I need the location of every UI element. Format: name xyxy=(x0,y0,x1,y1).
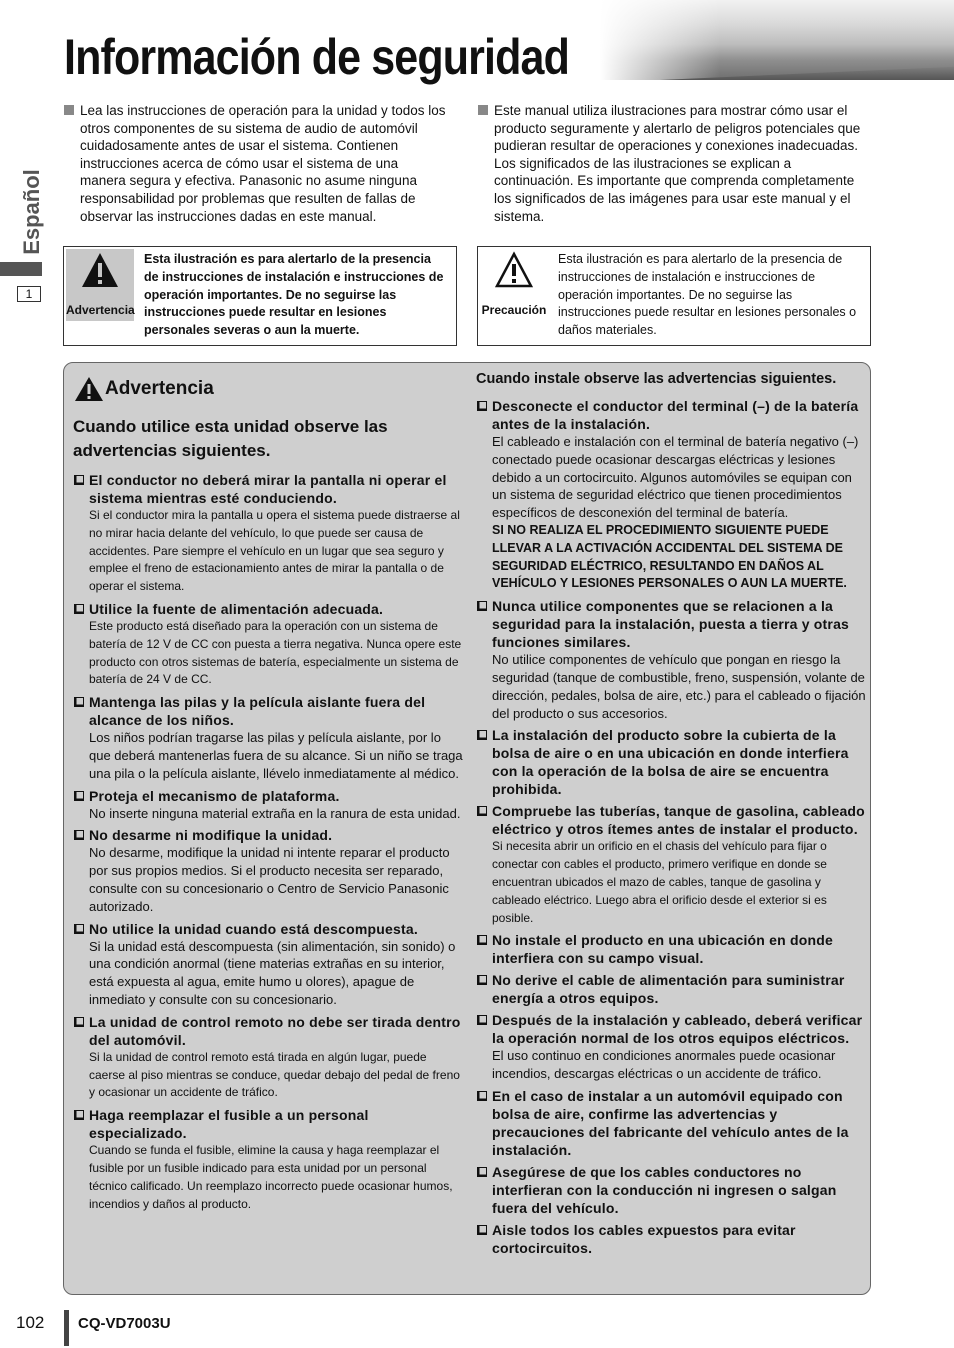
caution-legend-text: Esta ilustración es para alertarlo de la presencia de instrucciones de instalación e instrucciones de operación importantes. De no seguirse las instrucciones puede resultar en lesiones personales o daños materiales. xyxy=(558,252,857,338)
language-tab: Español xyxy=(19,169,44,255)
left-items xyxy=(73,471,465,1213)
list-item: Después de la instalación y cableado, deberá verificar la operación normal de los otros equipos eléctricos. El uso continuo en condiciones anormales puede ocasionar incendios, descargas eléctricas o un accidente de tráfico. xyxy=(476,1011,868,1083)
left-lead: Cuando utilice esta unidad observe las advertencias siguientes. xyxy=(73,417,388,460)
warning-icon: Advertencia xyxy=(66,249,134,321)
warning-legend-text: Esta ilustración es para alertarlo de la presencia de instrucciones de instalación e instrucciones de operación importantes. De no seguirse las instrucciones puede resultar en lesiones personales severas o aun la muerte. xyxy=(144,252,444,338)
checkbox-bullet-icon xyxy=(477,1167,487,1177)
list-item: No desarme ni modifique la unidad. No desarme, modifique la unidad ni intente reparar el producto por sus propios medios. Si el producto necesita ser reparado, consulte con su concesionario o Centro de Servicio Panasonic autorizado. xyxy=(73,826,465,915)
list-item: Nunca utilice componentes que se relacionen a la seguridad para la instalación, puesta a tierra y otras funciones similares. No utilice componentes de vehículo que pongan en riesgo la seguridad (tanque de combustible, freno, suspensión, volante de dirección, pedales, bolsa de aire, etc.) para el cableado o fijación del producto o sus accesorios. xyxy=(476,597,868,722)
warning-triangle-icon xyxy=(73,375,105,403)
list-item: Compruebe las tuberías, tanque de gasolina, cableado eléctrico y otros ítemes antes de instalar el producto. Si necesita abrir un orificio en el chasis del vehículo para fijar o conectar con cables el producto, primero verifique en donde se encuentran ubicados el mazo de cables, tanque de gasolina y cableado eléctrico. Luego abra el orificio desde el exterior si es posible. xyxy=(476,802,868,927)
checkbox-bullet-icon xyxy=(74,924,84,934)
caution-legend-box xyxy=(477,246,871,346)
right-items xyxy=(476,397,868,1257)
page-title: Información de seguridad xyxy=(64,29,570,85)
checkbox-bullet-icon xyxy=(74,791,84,801)
warning-legend-box xyxy=(63,246,457,346)
checkbox-bullet-icon xyxy=(477,1225,487,1235)
list-item: Utilice la fuente de alimentación adecuada. Este producto está diseñado para la operación con un sistema de batería de 12 V de CC con puesta a tierra negativa. Nunca opere este producto con otros sistemas de batería, especialmente un sistema de batería de 24 V de CC. xyxy=(73,600,465,689)
checkbox-bullet-icon xyxy=(74,1017,84,1027)
page-number: 102 xyxy=(16,1313,45,1332)
checkbox-bullet-icon xyxy=(477,935,487,945)
checkbox-bullet-icon xyxy=(477,806,487,816)
panel-right-column xyxy=(476,371,868,1261)
checkbox-bullet-icon xyxy=(477,601,487,611)
list-item: La unidad de control remoto no debe ser tirada dentro del automóvil. Si la unidad de control remoto está tirada en algún lugar, puede caerse al piso mientras se conduce, quedar debajo del pedal de freno y ocasionar un accidente de tráfico. xyxy=(73,1013,465,1102)
checkbox-bullet-icon xyxy=(477,975,487,985)
list-item: La instalación del producto sobre la cubierta de la bolsa de aire o en una ubicación en donde interfiera con la operación de la bolsa de aire se encuentra prohibida. xyxy=(476,726,868,798)
checkbox-bullet-icon xyxy=(74,1110,84,1120)
intro-left: Lea las instrucciones de operación para la unidad y todos los otros componentes de su sistema de audio de automóvil cuidadosamente antes de usar el sistema. Contienen instrucciones acerca de cómo usar el sistema de una manera segura y efectiva. Panasonic no asume ninguna responsabilidad por problemas que resulten de fallas de observar las instrucciones dadas en este manual. xyxy=(64,102,446,225)
list-item: El conductor no deberá mirar la pantalla ni operar el sistema mientras esté conduciendo. Si el conductor mira la pantalla u opera el sistema puede distraerse al no mirar hacia delante del vehículo, lo que puede ser causa de accidentes. Pare siempre el vehículo en un lugar que sea seguro y emplee el freno de estacionamiento antes de mirar la pantalla o de operar el sistema. xyxy=(73,471,465,596)
section-number: 1 xyxy=(17,286,41,302)
warning-panel xyxy=(63,362,871,1295)
right-lead: Cuando instale observe las advertencias siguientes. xyxy=(476,371,837,387)
model-name: CQ-VD7003U xyxy=(78,1315,171,1332)
panel-left-column xyxy=(73,373,465,1217)
list-item: En el caso de instalar a un automóvil equipado con bolsa de aire, confirme las advertencias y precauciones del fabricante del vehículo antes de la instalación. xyxy=(476,1087,868,1159)
list-item: No derive el cable de alimentación para suministrar energía a otros equipos. xyxy=(476,971,868,1007)
list-item: Mantenga las pilas y la película aislante fuera del alcance de los niños. Los niños podrían tragarse las pilas y película aislante, por lo que deberá mantenerlas fuera de su alcance. Si un niño se traga una pila o la película aislante, llévelo inmediatamente al médico. xyxy=(73,693,465,782)
bullet-square-icon xyxy=(64,105,74,115)
language-tab-bar xyxy=(0,262,42,276)
checkbox-bullet-icon xyxy=(74,697,84,707)
checkbox-bullet-icon xyxy=(477,1015,487,1025)
list-item: Desconecte el conductor del terminal (–) de la batería antes de la instalación. El cableado e instalación con el terminal de batería negativo (–) conectado puede ocasionar descargas eléctricas y lesiones debido a un cortocircuito. Algunos automóviles se equipan con un sistema de seguridad eléctrico que tienen procedimientos específicos de desconexión del terminal de batería. SI NO REALIZA EL PROCEDIMIENTO SIGUIENTE PUEDE LLEVAR A LA ACTIVACIÓN ACCIDENTAL DEL SISTEMA DE SEGURIDAD ELÉCTRICO, RESULTANDO EN DAÑOS AL VEHÍCULO Y LESIONES PERSONALES O AUN LA MUERTE. xyxy=(476,397,868,593)
checkbox-bullet-icon xyxy=(477,1091,487,1101)
header-road-image xyxy=(600,0,954,80)
list-item: Asegúrese de que los cables conductores no interfieran con la conducción ni ingresen o salgan fuera del vehículo. xyxy=(476,1163,868,1217)
list-item: No instale el producto en una ubicación en donde interfiera con su campo visual. xyxy=(476,931,868,967)
intro-right: Este manual utiliza ilustraciones para mostrar cómo usar el producto seguramente y alertarlo de peligros potenciales que pudieran resultar de operaciones y conexiones inadecuadas. Los significados de las ilustraciones se explican a continuación. Es importante que comprenda completamente los significados de las imágenes para usar este manual y el sistema. xyxy=(478,102,868,225)
checkbox-bullet-icon xyxy=(477,401,487,411)
list-item: Haga reemplazar el fusible a un personal especializado. Cuando se funda el fusible, elimine la causa y haga reemplazar el fusible por un fusible indicado para esta unidad por un personal técnico calificado. Un reemplazo incorrecto puede ocasionar humos, incendios y daños al producto. xyxy=(73,1106,465,1213)
bullet-square-icon xyxy=(478,105,488,115)
footer-divider xyxy=(64,1310,69,1346)
list-item: Aisle todos los cables expuestos para evitar cortocircuitos. xyxy=(476,1221,868,1257)
panel-heading: Advertencia xyxy=(73,375,465,403)
checkbox-bullet-icon xyxy=(477,730,487,740)
list-item: Proteja el mecanismo de plataforma. No inserte ninguna material extraña en la ranura de esta unidad. xyxy=(73,787,465,823)
checkbox-bullet-icon xyxy=(74,604,84,614)
checkbox-bullet-icon xyxy=(74,830,84,840)
caution-icon: Precaución xyxy=(480,249,548,321)
checkbox-bullet-icon xyxy=(74,475,84,485)
list-item: No utilice la unidad cuando está descompuesta. Si la unidad está descompuesta (sin alimentación, sin sonido) o una condición anormal (tiene materias extrañas en su interior, está expuesta al agua, emite humo u olores), apague de inmediato y consulte con su concesionario. xyxy=(73,920,465,1009)
